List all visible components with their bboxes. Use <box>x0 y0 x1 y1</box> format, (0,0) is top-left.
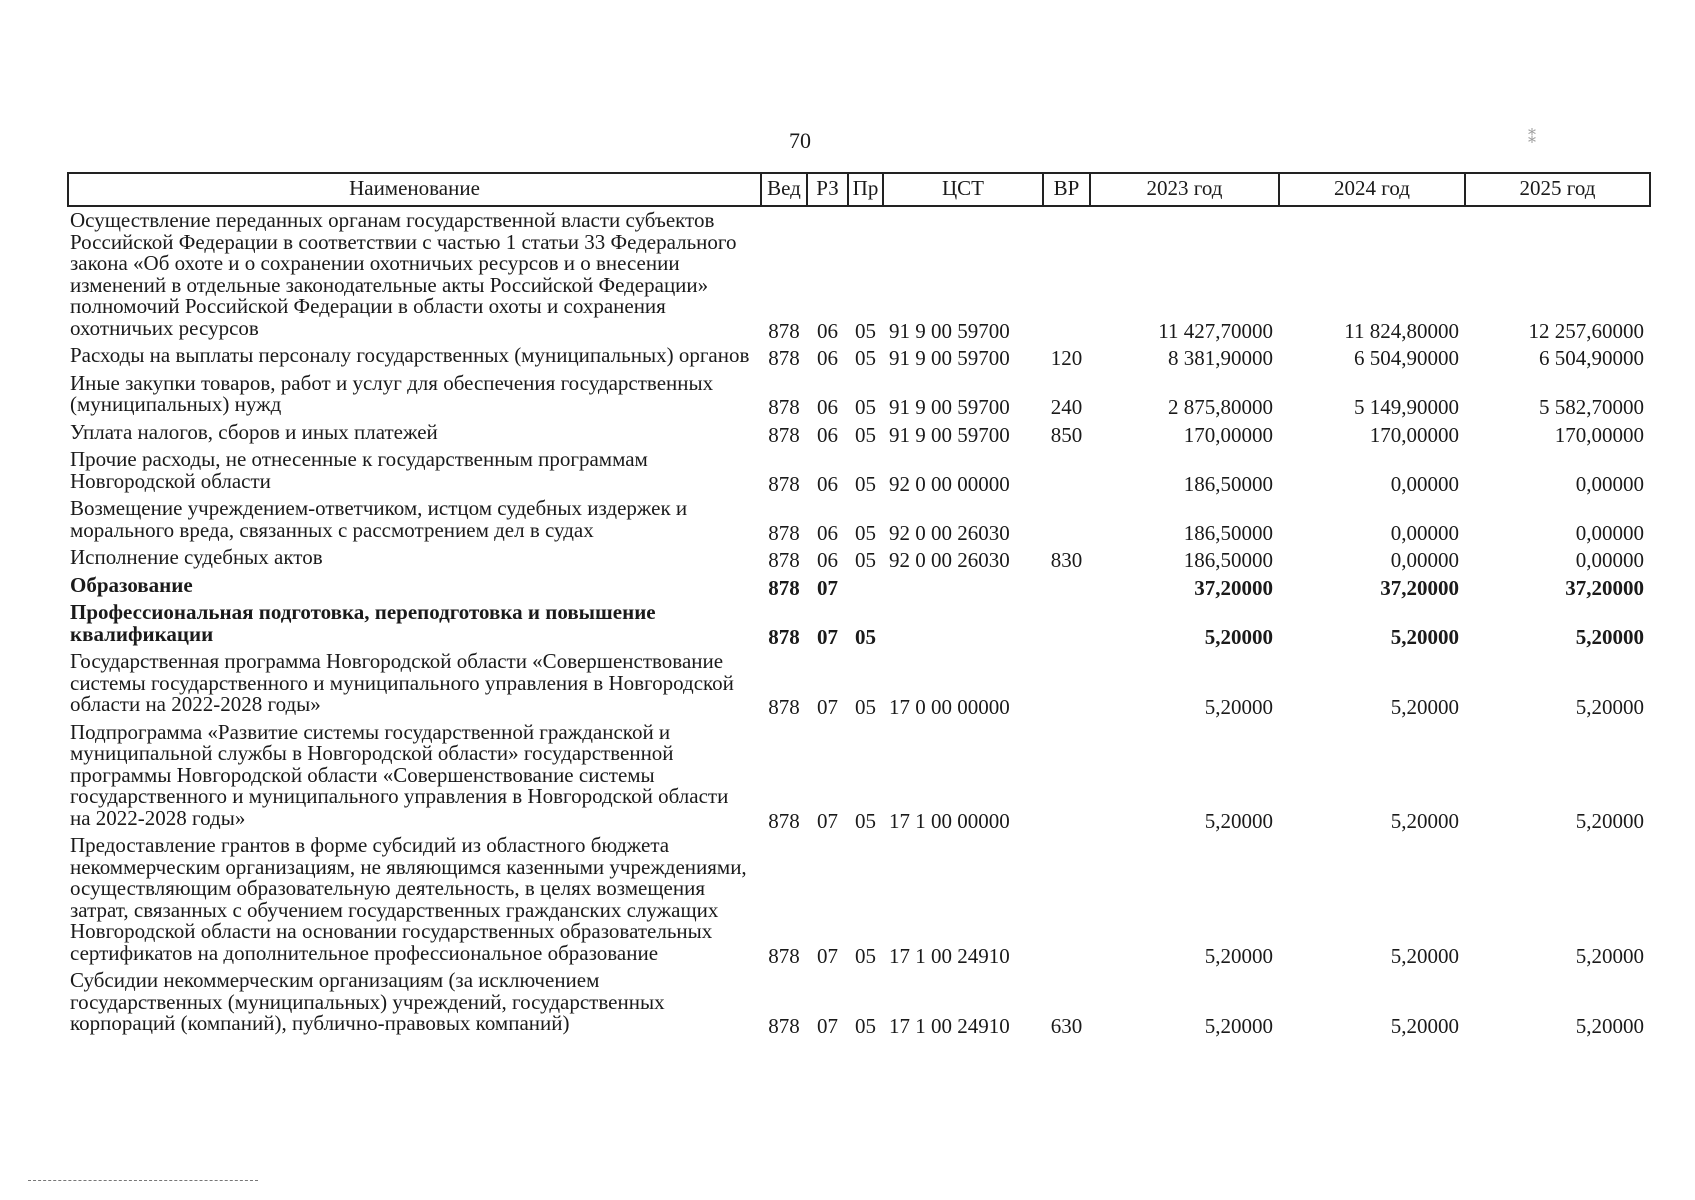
row-vr <box>1043 446 1090 495</box>
row-2025: 0,00000 <box>1575 471 1644 496</box>
row-2024: 37,20000 <box>1380 575 1459 600</box>
row-2024: 5,20000 <box>1390 1014 1459 1038</box>
row-pr: 05 <box>855 624 876 649</box>
row-rz: 06 <box>817 520 838 545</box>
row-rz: 07 <box>817 624 838 649</box>
row-2024: 5 149,90000 <box>1354 395 1459 419</box>
row-cst: 91 9 00 59700 <box>889 346 1010 370</box>
row-cst: 91 9 00 59700 <box>889 318 1010 343</box>
header-cst: ЦСТ <box>883 173 1043 206</box>
row-name: Иные закупки товаров, работ и услуг для обеспечения государственных (муниципальных) нужд <box>70 370 714 416</box>
row-pr: 05 <box>855 422 876 447</box>
row-2025: 5,20000 <box>1575 1014 1644 1038</box>
row-cst: 92 0 00 26030 <box>889 520 1010 545</box>
table-row <box>68 967 1650 1038</box>
row-2024: 11 824,80000 <box>1344 318 1459 343</box>
row-2023: 5,20000 <box>1204 808 1273 833</box>
row-2025: 6 504,90000 <box>1539 346 1644 370</box>
bottom-rule <box>28 1180 258 1181</box>
row-rz: 06 <box>817 346 838 370</box>
row-2024: 5,20000 <box>1390 695 1459 719</box>
header-2023: 2023 год <box>1090 173 1279 206</box>
table-row <box>68 419 1650 447</box>
corner-mark: ⁑ <box>1528 130 1536 147</box>
row-2024: 0,00000 <box>1390 548 1459 572</box>
table-header-row <box>68 173 1650 206</box>
row-2024: 0,00000 <box>1390 520 1459 545</box>
row-2025: 0,00000 <box>1575 548 1644 572</box>
table-row <box>68 342 1650 370</box>
row-ved: 878 <box>768 422 800 447</box>
row-cst: 92 0 00 26030 <box>889 548 1010 572</box>
header-rz: РЗ <box>807 173 848 206</box>
row-cst: 17 1 00 24910 <box>889 1014 1010 1038</box>
row-2023: 8 381,90000 <box>1168 346 1273 370</box>
row-rz: 07 <box>817 943 838 968</box>
row-2024: 0,00000 <box>1390 471 1459 496</box>
row-name: Образование <box>70 572 193 597</box>
row-vr <box>1043 495 1090 544</box>
table-row <box>68 446 1650 495</box>
row-ved: 878 <box>768 808 800 833</box>
row-2023: 11 427,70000 <box>1158 318 1273 343</box>
row-2024: 5,20000 <box>1390 943 1459 968</box>
row-name: Субсидии некоммерческим организациям (за исключением государственных (муниципальных) учреждений, государственных корпораций (компаний), публично-правовых компаний) <box>70 968 665 1035</box>
table-row <box>68 544 1650 572</box>
row-name: Осуществление переданных органам государственной власти субъектов Российской Федерации в соответствии с частью 1 статьи 33 Федерального закона «Об охоте и о сохранении охотничьих ресурсов и о внесении изменений в отдельные законодательные акты Российской Федерации» полномочий Российской Федерации в области охоты и сохранения охотничьих ресурсов <box>70 208 737 340</box>
row-cst: 91 9 00 59700 <box>889 395 1010 419</box>
row-rz: 06 <box>817 471 838 496</box>
row-vr: 850 <box>1050 422 1083 447</box>
row-rz: 06 <box>817 548 838 572</box>
header-pr: Пр <box>848 173 883 206</box>
row-pr: 05 <box>855 395 876 419</box>
row-pr: 05 <box>855 943 876 968</box>
row-2023: 170,00000 <box>1183 422 1273 447</box>
row-2025: 5,20000 <box>1575 624 1644 649</box>
row-ved: 878 <box>768 318 800 343</box>
header-2025: 2025 год <box>1465 173 1650 206</box>
row-2025: 37,20000 <box>1565 575 1644 600</box>
row-vr <box>1043 572 1090 600</box>
row-ved: 878 <box>768 395 800 419</box>
row-ved: 878 <box>768 471 800 496</box>
row-2025: 5,20000 <box>1575 808 1644 833</box>
row-rz: 07 <box>817 808 838 833</box>
row-ved: 878 <box>768 575 800 600</box>
row-name: Исполнение судебных актов <box>70 545 323 569</box>
row-ved: 878 <box>768 548 800 572</box>
row-cst: 17 0 00 00000 <box>889 695 1010 719</box>
row-pr: 05 <box>855 318 876 343</box>
row-rz: 07 <box>817 695 838 719</box>
row-vr <box>1043 206 1090 342</box>
row-pr: 05 <box>855 808 876 833</box>
row-rz: 07 <box>817 1014 838 1038</box>
row-vr: 240 <box>1050 395 1083 419</box>
row-ved: 878 <box>768 520 800 545</box>
table-row <box>68 572 1650 600</box>
row-vr: 630 <box>1050 1014 1083 1038</box>
row-2025: 5,20000 <box>1575 943 1644 968</box>
header-name: Наименование <box>68 173 761 206</box>
row-2023: 186,50000 <box>1183 471 1273 496</box>
row-ved: 878 <box>768 346 800 370</box>
row-pr: 05 <box>855 520 876 545</box>
row-2024: 5,20000 <box>1390 624 1459 649</box>
table-row <box>68 370 1650 419</box>
row-vr <box>1043 719 1090 833</box>
row-vr <box>1043 648 1090 719</box>
row-name: Предоставление грантов в форме субсидий из областного бюджета некоммерческим организациям, не являющимся казенными учреждениями, осуществляющим образовательную деятельность, в целях возмещения затрат, связанных с обучением государственных гражданских служащих Новгородской области на основании государственных образовательных сертификатов на дополнительное профессиональное образование <box>70 833 747 965</box>
row-pr: 05 <box>855 346 876 370</box>
row-pr: 05 <box>855 695 876 719</box>
row-cst <box>883 572 1043 600</box>
row-vr: 120 <box>1050 346 1083 370</box>
table-row <box>68 832 1650 967</box>
row-rz: 06 <box>817 318 838 343</box>
row-rz: 06 <box>817 422 838 447</box>
row-name: Прочие расходы, не отнесенные к государственным программам Новгородской области <box>70 447 648 493</box>
row-2023: 5,20000 <box>1204 624 1273 649</box>
row-cst <box>883 599 1043 648</box>
table-row <box>68 648 1650 719</box>
row-2025: 5 582,70000 <box>1539 395 1644 419</box>
header-vr: ВР <box>1043 173 1090 206</box>
row-cst: 17 1 00 24910 <box>889 943 1010 968</box>
table-body <box>68 206 1650 1038</box>
row-name: Возмещение учреждением-ответчиком, истцом судебных издержек и морального вреда, связанных с рассмотрением дел в судах <box>70 496 688 542</box>
row-2024: 170,00000 <box>1369 422 1459 447</box>
row-ved: 878 <box>768 1014 800 1038</box>
row-cst: 17 1 00 00000 <box>889 808 1010 833</box>
row-pr: 05 <box>855 1014 876 1038</box>
row-pr: 05 <box>855 548 876 572</box>
table-row <box>68 599 1650 648</box>
row-pr: 05 <box>855 471 876 496</box>
budget-table <box>67 172 1651 1038</box>
row-vr <box>1043 832 1090 967</box>
table-row <box>68 495 1650 544</box>
row-vr <box>1043 599 1090 648</box>
row-2023: 37,20000 <box>1194 575 1273 600</box>
row-ved: 878 <box>768 624 800 649</box>
row-name: Государственная программа Новгородской области «Совершенствование системы государственного и муниципального управления в Новгородской области на 2022-2028 годы» <box>70 649 734 716</box>
row-name: Расходы на выплаты персоналу государственных (муниципальных) органов <box>70 343 750 367</box>
row-2024: 6 504,90000 <box>1354 346 1459 370</box>
row-2025: 170,00000 <box>1554 422 1644 447</box>
row-2023: 186,50000 <box>1183 520 1273 545</box>
page-number: 70 <box>789 128 811 153</box>
row-rz: 06 <box>817 395 838 419</box>
table-row <box>68 206 1650 342</box>
row-vr: 830 <box>1050 548 1083 572</box>
row-name: Подпрограмма «Развитие системы государственной гражданской и муниципальной службы в Новгородской области» государственной программы Новгородской области «Совершенствование системы государственного и муниципального управления в Новгородской области на 2022-2028 годы» <box>70 719 729 830</box>
row-cst: 92 0 00 00000 <box>889 471 1010 496</box>
row-2023: 2 875,80000 <box>1168 395 1273 419</box>
row-2023: 5,20000 <box>1204 695 1273 719</box>
row-pr <box>848 572 883 600</box>
row-2025: 0,00000 <box>1575 520 1644 545</box>
row-cst: 91 9 00 59700 <box>889 422 1010 447</box>
row-name: Уплата налогов, сборов и иных платежей <box>70 419 438 444</box>
row-2025: 5,20000 <box>1575 695 1644 719</box>
row-ved: 878 <box>768 695 800 719</box>
row-2023: 5,20000 <box>1204 943 1273 968</box>
header-2024: 2024 год <box>1279 173 1465 206</box>
row-2023: 186,50000 <box>1183 548 1273 572</box>
row-name: Профессиональная подготовка, переподготовка и повышение квалификации <box>70 600 656 646</box>
row-2025: 12 257,60000 <box>1528 318 1644 343</box>
row-2023: 5,20000 <box>1204 1014 1273 1038</box>
header-ved: Вед <box>761 173 807 206</box>
table-row <box>68 719 1650 833</box>
row-2024: 5,20000 <box>1390 808 1459 833</box>
row-ved: 878 <box>768 943 800 968</box>
row-rz: 07 <box>817 575 838 600</box>
